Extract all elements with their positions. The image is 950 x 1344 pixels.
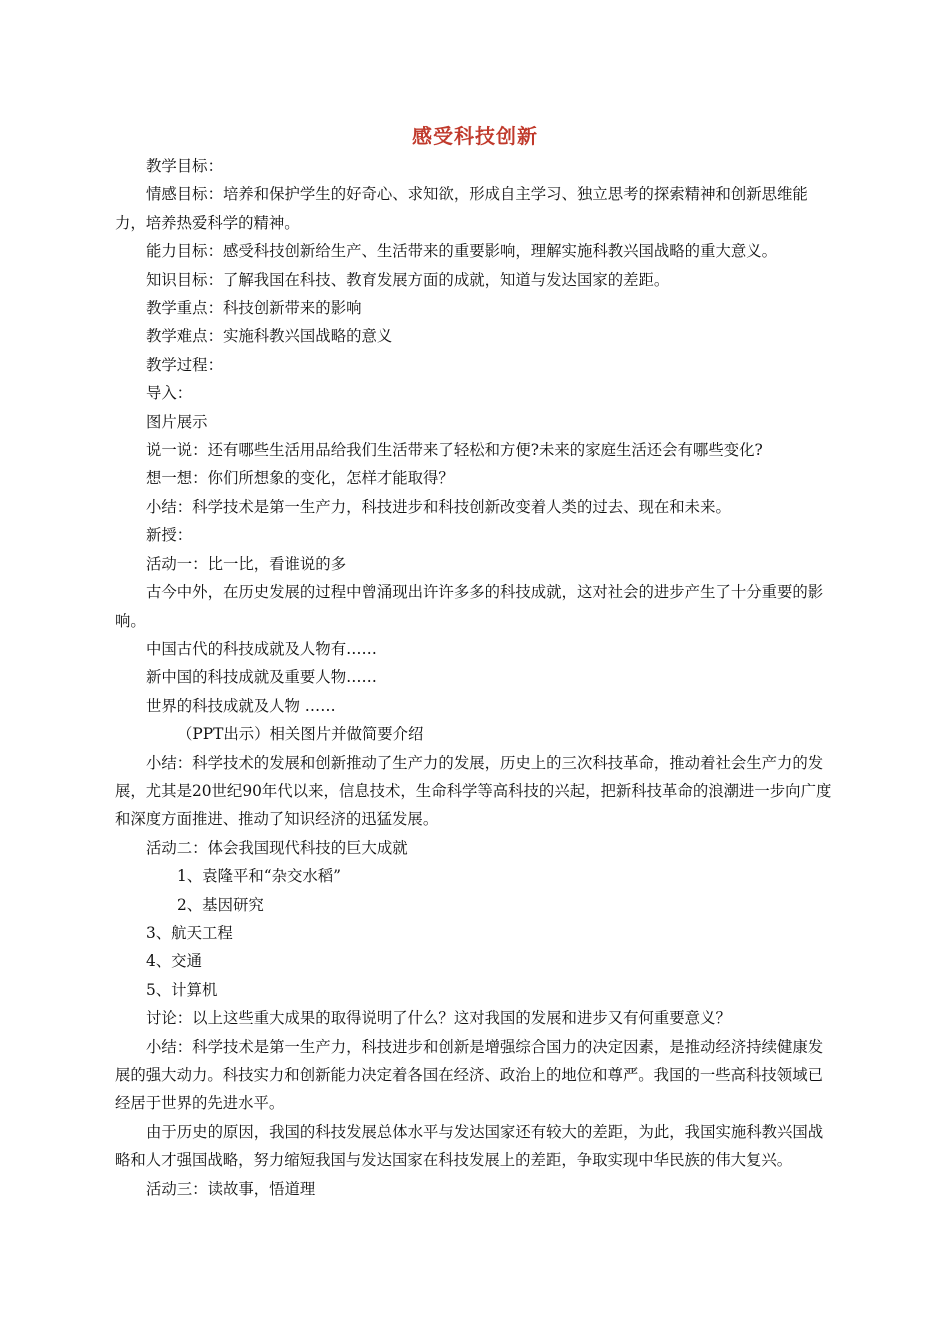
paragraph: 古今中外，在历史发展的过程中曾涌现出许许多多的科技成就，这对社会的进步产生了十分重要的影响。 (115, 583, 824, 630)
list-item: 3、航天工程 (146, 923, 233, 942)
paragraph: 情感目标：培养和保护学生的好奇心、求知欲，形成自主学习、独立思考的探索精神和创新思维能力，培养热爱科学的精神。 (115, 185, 808, 232)
paragraph: 讨论：以上这些重大成果的取得说明了什么？这对我国的发展和进步又有何重要意义？ (146, 1009, 731, 1028)
paragraph: （PPT出示）相关图片并做简要介绍 (177, 725, 424, 744)
paragraph: 活动三：读故事，悟道理 (146, 1179, 316, 1198)
list-item: 2、基因研究 (177, 895, 264, 914)
paragraph: 小结：科学技术的发展和创新推动了生产力的发展，历史上的三次科技革命，推动着社会生产力的发展，尤其是20世纪90年代以来，信息技术，生命科学等高科技的兴起，把新科技革命的浪潮进一步向广度和深度方面推进、推动了知识经济的迅猛发展。 (115, 753, 832, 829)
paragraph: 教学重点：科技创新带来的影响 (146, 299, 362, 318)
paragraph: 新中国的科技成就及重要人物…… (146, 668, 377, 687)
paragraph: 小结：科学技术是第一生产力，科技进步和科技创新改变着人类的过去、现在和未来。 (146, 497, 731, 516)
paragraph: 导入： (146, 384, 193, 403)
paragraph: 活动一：比一比，看谁说的多 (146, 554, 347, 573)
paragraph: 小结：科学技术是第一生产力，科技进步和创新是增强综合国力的决定因素，是推动经济持续健康发展的强大动力。科技实力和创新能力决定着各国在经济、政治上的地位和尊严。我国的一些高科技领域已经居于世界的先进水平。 (115, 1037, 824, 1113)
paragraph: 想一想：你们所想象的变化，怎样才能取得？ (146, 469, 454, 488)
paragraph: 世界的科技成就及人物 …… (146, 696, 336, 715)
document-body (115, 152, 837, 1203)
paragraph: 图片展示 (146, 412, 208, 431)
paragraph: 教学目标： (146, 157, 223, 175)
paragraph: 能力目标：感受科技创新给生产、生活带来的重要影响，理解实施科教兴国战略的重大意义。 (146, 242, 778, 261)
paragraph: 活动二：体会我国现代科技的巨大成就 (146, 838, 408, 857)
paragraph: 教学过程： (146, 355, 223, 374)
paragraph: 知识目标：了解我国在科技、教育发展方面的成就，知道与发达国家的差距。 (146, 270, 670, 289)
list-item: 1、袁隆平和“杂交水稻” (177, 867, 342, 886)
paragraph: 教学难点：实施科教兴国战略的意义 (146, 327, 393, 346)
paragraph: 说一说：还有哪些生活用品给我们生活带来了轻松和方便?未来的家庭生活还会有哪些变化? (146, 441, 763, 460)
paragraph: 新授： (146, 526, 193, 545)
list-item: 4、交通 (146, 952, 202, 971)
list-item: 5、计算机 (146, 980, 218, 999)
paragraph: 中国古代的科技成就及人物有…… (146, 639, 377, 658)
paragraph: 由于历史的原因，我国的科技发展总体水平与发达国家还有较大的差距，为此，我国实施科教兴国战略和人才强国战略，努力缩短我国与发达国家在科技发展上的差距，争取实现中华民族的伟大复兴。 (115, 1122, 824, 1170)
document-title: 感受科技创新 (412, 124, 538, 148)
